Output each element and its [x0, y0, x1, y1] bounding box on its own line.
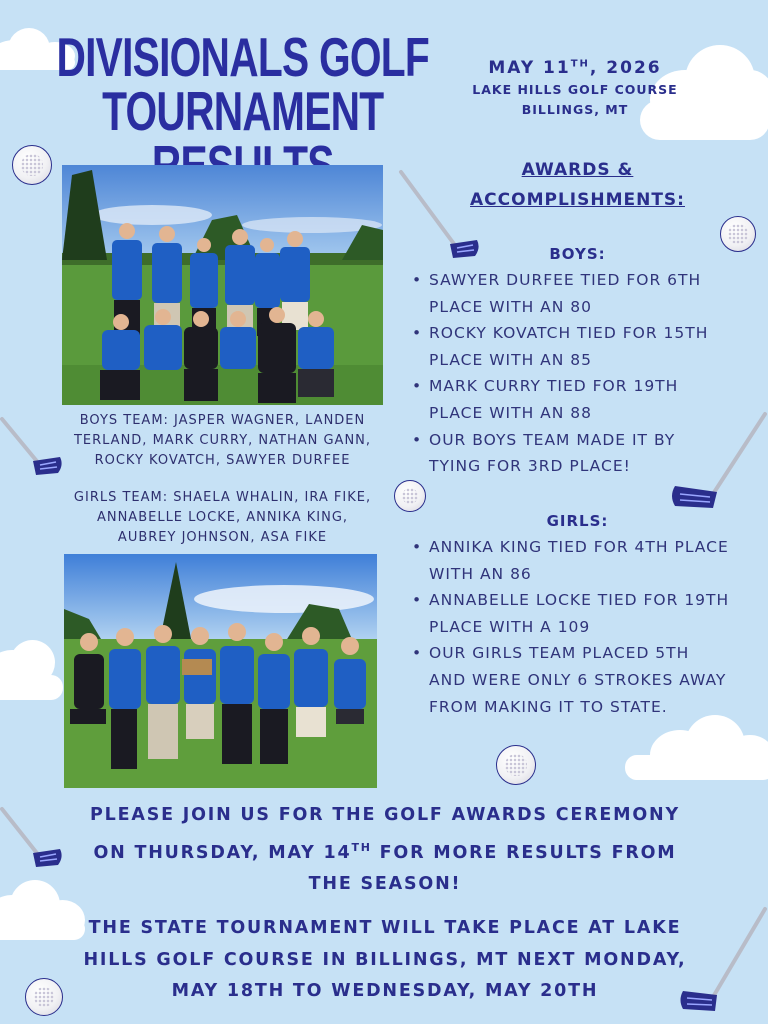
state-line: THE STATE TOURNAMENT WILL TAKE PLACE AT LAKE — [88, 918, 682, 938]
event-venue: LAKE HILLS GOLF COURSE — [472, 82, 678, 97]
list-item: • OUR GIRLS TEAM PLACED 5TH AND WERE ONLY 6 STROKES AWAY FROM MAKING IT TO STATE. — [412, 640, 767, 720]
event-date-year: , 2026 — [589, 58, 662, 78]
awards-heading — [440, 155, 715, 215]
awards-heading-line: AWARDS & — [521, 160, 634, 180]
golf-ball-icon — [496, 745, 536, 785]
caption-line: AUBREY JOHNSON, ASA FIKE — [117, 530, 328, 545]
ceremony-line: THE SEASON! — [308, 873, 462, 894]
girls-heading: GIRLS: — [546, 512, 609, 530]
title-line: TOURNAMENT — [102, 80, 384, 142]
title-line: DIVISIONALS GOLF — [56, 26, 430, 88]
list-item: • MARK CURRY TIED FOR 19TH PLACE WITH AN 88 — [412, 373, 762, 426]
boys-awards-list — [412, 267, 762, 480]
girls-team-photo — [64, 554, 377, 788]
ceremony-announcement — [60, 800, 710, 900]
state-line: MAY 18TH TO WEDNESDAY, MAY 20TH — [171, 981, 599, 1001]
list-item: • SAWYER DURFEE TIED FOR 6TH PLACE WITH AN 80 — [412, 267, 762, 320]
caption-line: TERLAND, MARK CURRY, NATHAN GANN, — [73, 433, 372, 448]
girls-awards-list — [412, 534, 767, 720]
event-date-suffix: TH — [570, 58, 590, 70]
caption-line: GIRLS TEAM: SHAELA WHALIN, IRA FIKE, — [73, 490, 372, 505]
event-date — [470, 58, 680, 78]
boys-heading: BOYS: — [549, 245, 606, 263]
girls-team-caption — [50, 488, 395, 548]
cloud-decoration — [0, 630, 65, 700]
caption-line: ROCKY KOVATCH, SAWYER DURFEE — [94, 453, 351, 468]
caption-line: ANNABELLE LOCKE, ANNIKA KING, — [96, 510, 349, 525]
boys-team-photo — [62, 165, 383, 405]
golf-ball-icon — [720, 216, 756, 252]
boys-team-caption — [50, 411, 395, 471]
ceremony-line: PLEASE JOIN US FOR THE GOLF AWARDS CEREMONY — [90, 805, 680, 825]
golf-ball-icon — [25, 978, 63, 1016]
list-item: • OUR BOYS TEAM MADE IT BY TYING FOR 3RD PLACE! — [412, 427, 762, 480]
state-announcement — [60, 913, 710, 1008]
ceremony-line: ON THURSDAY, MAY 14TH FOR MORE RESULTS FROM — [93, 840, 677, 863]
event-city: BILLINGS, MT — [521, 102, 629, 117]
state-line: HILLS GOLF COURSE IN BILLINGS, MT NEXT MONDAY, — [83, 949, 687, 970]
golf-ball-icon — [394, 480, 426, 512]
list-item: • ANNABELLE LOCKE TIED FOR 19TH PLACE WITH A 109 — [412, 587, 767, 640]
caption-line: BOYS TEAM: JASPER WAGNER, LANDEN — [79, 413, 366, 428]
awards-heading-line: ACCOMPLISHMENTS: — [470, 190, 685, 210]
list-item: • ROCKY KOVATCH TIED FOR 15TH PLACE WITH AN 85 — [412, 320, 762, 373]
list-item: • ANNIKA KING TIED FOR 4TH PLACE WITH AN 86 — [412, 534, 767, 587]
cloud-decoration — [625, 715, 768, 780]
event-date-main: MAY 11 — [488, 58, 571, 78]
